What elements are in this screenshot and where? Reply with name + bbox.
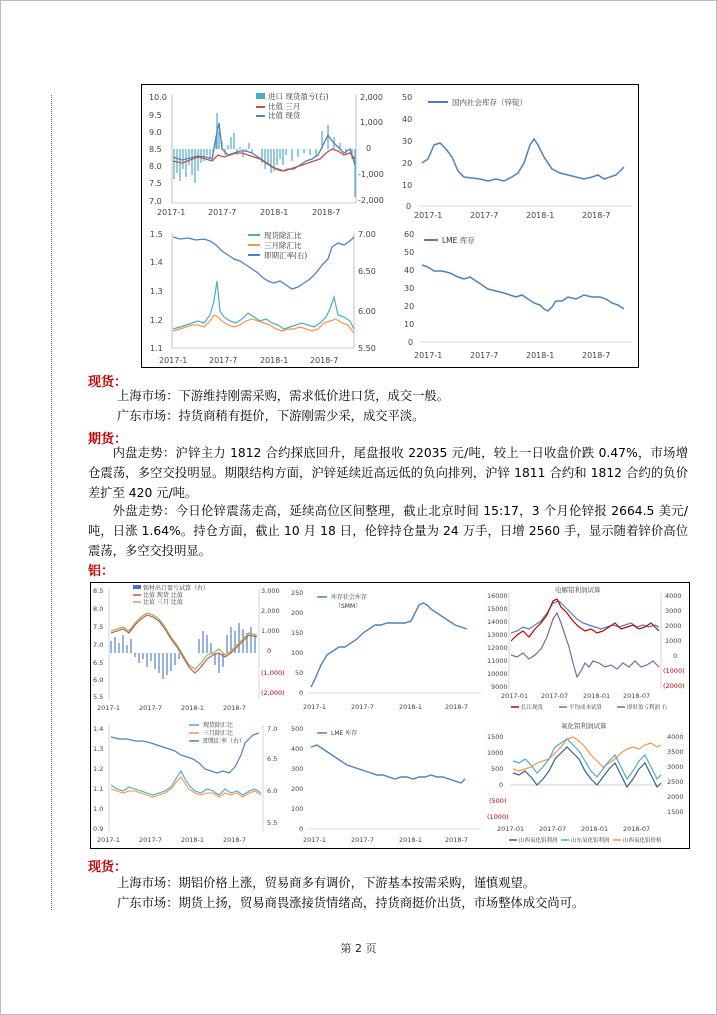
x-tick: 2017-1: [97, 836, 121, 844]
x-tick: 2017-7: [208, 208, 237, 217]
x-tick: 2018-1: [181, 836, 205, 844]
x-tick: 2018-01: [581, 825, 609, 833]
y-tick: 1.4: [93, 725, 104, 733]
y-tick: 9.5: [149, 111, 162, 120]
legend-label: 长江现货: [521, 705, 544, 711]
x-tick: 2018-7: [445, 703, 469, 711]
x-tick: 2018-1: [526, 351, 555, 360]
x-tick: 2018-7: [310, 356, 339, 365]
y-tick: 1.2: [150, 316, 163, 325]
x-tick: 2017-7: [139, 836, 163, 844]
y-tick: 150: [291, 629, 304, 637]
y-tick: 40: [404, 266, 415, 275]
y-tick: 8.5: [149, 145, 162, 154]
y-right-tick: 2500: [667, 778, 684, 786]
legend-label: 即时盈亏利润 右: [627, 705, 668, 711]
chart-title: 氧化铝利润试算: [561, 722, 607, 730]
y-tick: 1000: [487, 749, 504, 757]
y-tick: 15000: [487, 605, 508, 613]
y-tick: 8.5: [93, 587, 104, 595]
y-right-tick: 0: [267, 647, 272, 655]
legend-label: 库存社会库存: [331, 594, 368, 601]
x-tick: 2017-7: [351, 703, 375, 711]
x-tick: 2017-01: [497, 825, 525, 833]
y-tick: 8.0: [149, 162, 162, 171]
x-tick: 2017-1: [97, 704, 121, 712]
y-tick: 10: [402, 181, 413, 190]
x-tick: 2018-1: [399, 836, 423, 844]
y-right-tick: 6.50: [358, 267, 376, 276]
y-tick: 50: [402, 93, 413, 102]
y-tick: 1500: [487, 733, 504, 741]
y-tick: 300: [291, 765, 304, 773]
x-tick: 2017-7: [139, 704, 163, 712]
aluminum-heading: 铝：: [88, 564, 115, 579]
legend-label: 比值 三月: [268, 102, 301, 111]
x-tick: 2018-1: [181, 704, 205, 712]
y-right-tick: 5.50: [358, 344, 376, 353]
x-tick: 2018-7: [582, 211, 611, 220]
y-tick: 100: [291, 805, 304, 813]
y-tick: 1.0: [93, 805, 104, 813]
x-tick: 2018-7: [223, 836, 247, 844]
y-tick: 100: [291, 649, 304, 657]
y-right-tick: 6.0: [267, 787, 278, 795]
y-right-tick: 2,000: [261, 607, 280, 615]
legend-label: 比值 现货 比值: [143, 592, 183, 599]
y-tick: 5.5: [93, 693, 104, 701]
y-right-tick: 1,000: [261, 627, 280, 635]
legend-label: LME 库存: [442, 236, 475, 245]
y-right-tick: 7.00: [358, 230, 376, 239]
legend-label: 即期汇率（右）: [203, 738, 246, 745]
alu-ratio-chart: [91, 583, 287, 715]
y-tick: 30: [404, 284, 415, 293]
x-tick: 2018-1: [260, 208, 289, 217]
x-tick: 2017-7: [470, 211, 499, 220]
y-right-tick: 3000: [665, 607, 682, 615]
alu-lme-inventory-chart: [289, 719, 485, 847]
legend-label: 三月除汇比: [264, 241, 302, 250]
y-right-tick: 1,000: [360, 118, 383, 127]
x-tick: 2017-1: [303, 703, 327, 711]
y-tick: 7.5: [93, 623, 104, 631]
y-tick: 1.1: [93, 785, 104, 793]
y-right-tick: (2000): [663, 682, 685, 690]
y-tick: 14000: [487, 618, 508, 626]
x-tick: 2018-07: [623, 825, 651, 833]
y-tick: 9.0: [149, 128, 162, 137]
zinc-lme-inventory-chart: [392, 225, 638, 367]
y-tick: 200: [291, 785, 304, 793]
y-right-tick: 4000: [665, 592, 682, 600]
y-right-tick: 2000: [667, 793, 684, 801]
legend-label: 国内社会库存（锌锭）: [452, 98, 527, 107]
y-right-tick: 0: [366, 144, 372, 153]
y-tick: 9000: [491, 683, 508, 691]
zinc-spot-guangdong: 广东市场：持货商稍有挺价，下游刚需少采，成交平淡。: [117, 409, 425, 423]
y-tick: 0: [408, 338, 414, 347]
y-tick: 500: [491, 765, 504, 773]
y-right-tick: 0: [673, 652, 678, 660]
y-tick: 0.9: [93, 825, 104, 833]
y-right-tick: 2000: [665, 622, 682, 630]
legend-label: 山西氧化铝利润: [519, 838, 558, 844]
alu-social-inventory-chart: [289, 583, 485, 715]
zinc-social-inventory-chart: [392, 85, 638, 225]
zinc-domestic-paragraph: 内盘走势：沪锌主力 1812 合约探底回升，尾盘报收 22035 元/吨，较上一日收盘价跌 0.47%，市场增仓震荡，多空交投明显。期限结构方面，沪锌延续近高远低的负向排列，沪锌 1811 合约和 1812 合约的负价差扩至 420 元/吨。: [88, 446, 688, 500]
y-tick: 50: [404, 248, 415, 257]
legend-label: 比值 现货: [268, 111, 301, 120]
x-tick: 2018-7: [582, 351, 611, 360]
y-tick: 10: [404, 320, 415, 329]
y-tick: 1.3: [93, 745, 104, 753]
y-right-tick: (2,000): [261, 689, 285, 697]
y-tick: 12000: [487, 644, 508, 652]
binding-margin-line: [51, 95, 52, 910]
legend-label: 三月除汇比: [203, 730, 234, 737]
x-tick: 2017-1: [303, 836, 327, 844]
x-tick: 2017-1: [157, 208, 186, 217]
legend-label: LME 库存: [331, 730, 358, 737]
y-tick: 1.3: [150, 287, 163, 296]
x-tick: 2018-7: [223, 704, 247, 712]
y-right-tick: 4000: [667, 733, 684, 741]
y-right-tick: 7.0: [267, 725, 278, 733]
legend-label: 进口 现货盈亏(右): [268, 92, 329, 101]
y-right-tick: 6.5: [267, 755, 278, 763]
y-right-tick: 1000: [665, 637, 682, 645]
y-tick: 7.5: [149, 179, 162, 188]
x-tick: 2017-7: [351, 836, 375, 844]
y-right-tick: 3500: [667, 748, 684, 756]
y-right-tick: (1,000): [261, 669, 285, 677]
y-tick: 10000: [487, 670, 508, 678]
y-right-tick: -2,000: [358, 196, 384, 205]
y-tick: 0: [406, 202, 412, 211]
y-right-tick: 5.5: [267, 819, 278, 827]
y-tick: 60: [404, 230, 415, 239]
alu-exchange-ratio-chart: [91, 719, 287, 847]
y-tick: 200: [291, 609, 304, 617]
x-tick: 2018-1: [526, 211, 555, 220]
x-tick: 2017-7: [470, 351, 499, 360]
y-tick: 16000: [487, 592, 508, 600]
y-right-tick: 2,000: [360, 93, 383, 102]
chart-title: 电解铝利润试算: [555, 586, 601, 594]
legend-label: 现货除汇比: [203, 722, 234, 729]
alu-spot-guangdong: 广东市场：期货上扬，贸易商畏涨接货情绪高，持货商挺价出货，市场整体成交尚可。: [117, 896, 585, 910]
zinc-spot-heading: 现货：: [88, 375, 128, 390]
legend-label: 比值 三月 比值: [143, 599, 183, 606]
y-tick: 8.0: [93, 605, 104, 613]
x-tick: 2018-1: [260, 356, 289, 365]
y-tick: 20: [402, 159, 413, 168]
legend-label: 山东氧化铝利润: [571, 838, 610, 844]
y-tick: 1.2: [93, 765, 104, 773]
y-tick: 1.4: [150, 258, 163, 267]
y-tick: 6.5: [93, 659, 104, 667]
y-right-tick: 1500: [667, 808, 684, 816]
y-right-tick: 3,000: [261, 587, 280, 595]
y-tick: 50: [295, 669, 304, 677]
y-right-tick: -1,000: [358, 170, 384, 179]
zinc-figure-block: [141, 84, 639, 368]
y-tick: (500): [489, 797, 507, 805]
y-tick: 0: [299, 689, 304, 697]
x-tick: 2017-07: [539, 825, 567, 833]
y-tick: 6.0: [93, 676, 104, 684]
zinc-spot-shanghai: 上海市场：下游维持刚需采购，需求低价进口货，成交一般。: [117, 389, 450, 403]
x-tick: 2018-7: [312, 208, 341, 217]
y-tick: (1000): [487, 813, 509, 821]
x-tick: 2018-1: [399, 703, 423, 711]
alu-spot-heading: 现货：: [88, 860, 128, 875]
legend-label: 现货除汇比: [264, 231, 302, 240]
legend-label: 锡材出口盈亏试算（右）: [143, 585, 210, 592]
y-right-tick: 6.00: [358, 307, 376, 316]
y-right-tick: 3000: [667, 763, 684, 771]
x-tick: 2017-07: [541, 692, 569, 700]
y-tick: 1.1: [150, 344, 163, 353]
y-tick: 30: [402, 137, 413, 146]
x-tick: 2018-01: [583, 692, 611, 700]
y-tick: 13000: [487, 631, 508, 639]
y-tick: 250: [291, 589, 304, 597]
y-tick: 7.0: [149, 197, 162, 206]
zinc-futures-heading: 期货：: [88, 432, 128, 447]
y-tick: 500: [291, 725, 304, 733]
alu-alumina-profit-chart: [487, 719, 689, 847]
aluminum-figure-block: [90, 582, 690, 849]
x-tick: 2018-7: [445, 836, 469, 844]
x-tick: 2017-1: [159, 356, 188, 365]
alu-spot-shanghai: 上海市场：期铝价格上涨，贸易商多有调价，下游基本按需采购，谨慎观望。: [117, 876, 536, 890]
y-tick: 1.5: [150, 230, 163, 239]
x-tick: 2017-1: [414, 351, 443, 360]
x-tick: 2017-1: [414, 211, 443, 220]
legend-label: 平均成本试算: [569, 705, 603, 711]
x-tick: 2017-01: [501, 692, 529, 700]
zinc-exchange-ratio-chart: [142, 225, 388, 367]
legend-label: （SMM）: [335, 603, 362, 610]
page-number: 第 2 页: [340, 942, 377, 955]
y-tick: 40: [402, 115, 413, 124]
legend-label: 即期汇率(右): [264, 251, 308, 260]
y-tick: 0: [499, 781, 504, 789]
zinc-ratio-chart: [142, 85, 388, 225]
y-tick: 20: [404, 302, 415, 311]
legend-label: 山西氧化铝价格: [623, 838, 662, 844]
y-tick: 11000: [487, 657, 508, 665]
zinc-overseas-paragraph: 外盘走势：今日伦锌震荡走高，延续高位区间整理，截止北京时间 15:17，3 个月伦锌报 2664.5 美元/吨，日涨 1.64%。持仓方面，截止 10 月 18 日，伦锌持仓量为 24 万手，日增 2560 手，显示随着锌价高位震荡，多空交投明显。: [88, 504, 688, 558]
y-tick: 10.0: [149, 93, 167, 102]
y-tick: 7.0: [93, 641, 104, 649]
y-tick: 400: [291, 745, 304, 753]
x-tick: 2017-7: [209, 356, 238, 365]
y-tick: 0: [299, 825, 304, 833]
y-right-tick: (1000): [663, 667, 685, 675]
alu-electrolytic-profit-chart: [487, 583, 689, 721]
x-tick: 2018-07: [623, 692, 651, 700]
